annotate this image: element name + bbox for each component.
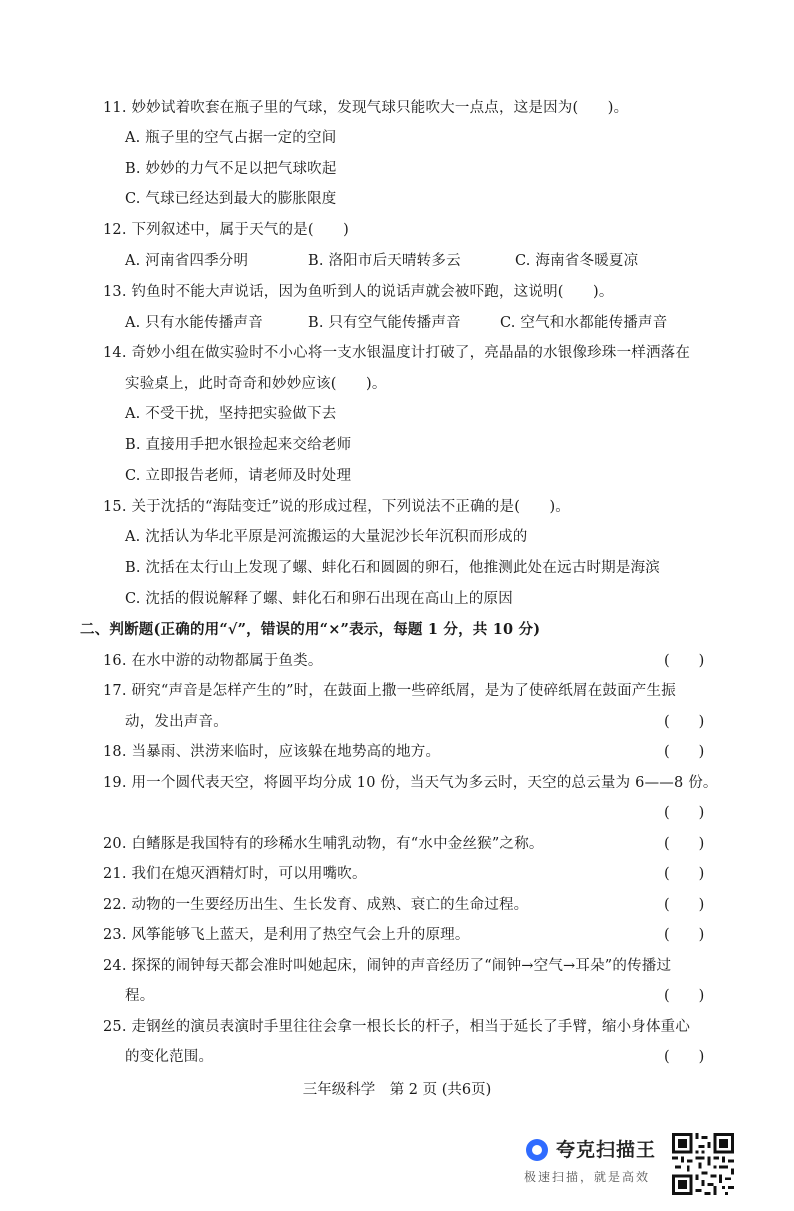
answer-blank-17: ( ) <box>664 714 705 730</box>
scanner-watermark <box>522 1133 770 1195</box>
tf-question-17: 17. 研究“声音是怎样产生的”时，在鼓面上撒一些碎纸屑，是为了使碎纸屑在鼓面产生振 <box>103 683 676 699</box>
section-2-heading: 二、判断题(正确的用“√”，错误的用“×”表示，每题 1 分，共 10 分) <box>80 621 541 638</box>
answer-blank-16: ( ) <box>664 653 705 669</box>
tf-question-25: 25. 走钢丝的演员表演时手里往往会拿一根长长的杆子，相当于延长了手臂，缩小身体重心 <box>103 1019 691 1035</box>
question-15-option-a: A. 沈括认为华北平原是河流搬运的大量泥沙长年沉积而形成的 <box>125 529 528 545</box>
question-12-option-b: B. 洛阳市后天晴转多云 <box>308 253 461 269</box>
tf-question-17-continued: 动，发出声音。 <box>125 714 228 730</box>
scanner-logo-icon <box>526 1139 548 1161</box>
tf-question-20: 20. 白鳍豚是我国特有的珍稀水生哺乳动物，有“水中金丝猴”之称。 <box>103 836 544 852</box>
question-12-option-a: A. 河南省四季分明 <box>125 253 249 269</box>
watermark-title: 夸克扫描王 <box>556 1139 657 1161</box>
question-13-option-a: A. 只有水能传播声音 <box>125 315 263 331</box>
answer-blank-25: ( ) <box>664 1049 705 1065</box>
tf-question-21: 21. 我们在熄灭酒精灯时，可以用嘴吹。 <box>103 866 367 882</box>
question-13-option-c: C. 空气和水都能传播声音 <box>500 315 668 331</box>
question-12-option-c: C. 海南省冬暖夏凉 <box>515 253 639 269</box>
answer-blank-20: ( ) <box>664 836 705 852</box>
question-15-option-c: C. 沈括的假说解释了螺、蚌化石和卵石出现在高山上的原因 <box>125 591 513 607</box>
answer-blank-19: ( ) <box>664 805 705 821</box>
answer-blank-22: ( ) <box>664 897 705 913</box>
question-11-option-a: A. 瓶子里的空气占据一定的空间 <box>125 130 337 146</box>
question-12-stem: 12. 下列叙述中，属于天气的是( ) <box>103 222 349 238</box>
tf-question-16: 16. 在水中游的动物都属于鱼类。 <box>103 653 323 669</box>
tf-question-24-continued: 程。 <box>125 988 155 1004</box>
watermark-subtitle: 极速扫描，就是高效 <box>524 1170 651 1184</box>
tf-question-25-continued: 的变化范围。 <box>125 1049 214 1065</box>
qr-code-icon <box>672 1133 734 1195</box>
question-13-option-b: B. 只有空气能传播声音 <box>308 315 461 331</box>
tf-question-23: 23. 风筝能够飞上蓝天，是利用了热空气会上升的原理。 <box>103 927 470 943</box>
page-footer: 三年级科学 第 2 页 (共6页) <box>302 1082 492 1098</box>
question-14-option-a: A. 不受干扰，坚持把实验做下去 <box>125 406 337 422</box>
tf-question-24: 24. 探探的闹钟每天都会准时叫她起床，闹钟的声音经历了“闹钟→空气→耳朵”的传播过 <box>103 958 672 974</box>
question-15-option-b: B. 沈括在太行山上发现了螺、蚌化石和圆圆的卵石，他推测此处在远古时期是海滨 <box>125 560 660 576</box>
question-14-option-c: C. 立即报告老师，请老师及时处理 <box>125 468 352 484</box>
answer-blank-21: ( ) <box>664 866 705 882</box>
question-14-option-b: B. 直接用手把水银捡起来交给老师 <box>125 437 352 453</box>
question-14-stem-continued: 实验桌上，此时奇奇和妙妙应该( )。 <box>125 376 387 392</box>
tf-question-22: 22. 动物的一生要经历出生、生长发育、成熟、衰亡的生命过程。 <box>103 897 529 913</box>
tf-question-19: 19. 用一个圆代表天空，将圆平均分成 10 份，当天气为多云时，天空的总云量为 6——8 份。 <box>103 775 718 791</box>
question-13-stem: 13. 钓鱼时不能大声说话，因为鱼听到人的说话声就会被吓跑，这说明( )。 <box>103 284 614 300</box>
answer-blank-23: ( ) <box>664 927 705 943</box>
tf-question-18: 18. 当暴雨、洪涝来临时，应该躲在地势高的地方。 <box>103 744 441 760</box>
question-11-option-b: B. 妙妙的力气不足以把气球吹起 <box>125 161 337 177</box>
answer-blank-24: ( ) <box>664 988 705 1004</box>
question-11-option-c: C. 气球已经达到最大的膨胀限度 <box>125 191 337 207</box>
answer-blank-18: ( ) <box>664 744 705 760</box>
question-11-stem: 11. 妙妙试着吹套在瓶子里的气球，发现气球只能吹大一点点，这是因为( )。 <box>103 100 629 116</box>
question-14-stem: 14. 奇妙小组在做实验时不小心将一支水银温度计打破了，亮晶晶的水银像珍珠一样洒落在 <box>103 345 691 361</box>
question-15-stem: 15. 关于沈括的“海陆变迁”说的形成过程，下列说法不正确的是( )。 <box>103 499 571 515</box>
